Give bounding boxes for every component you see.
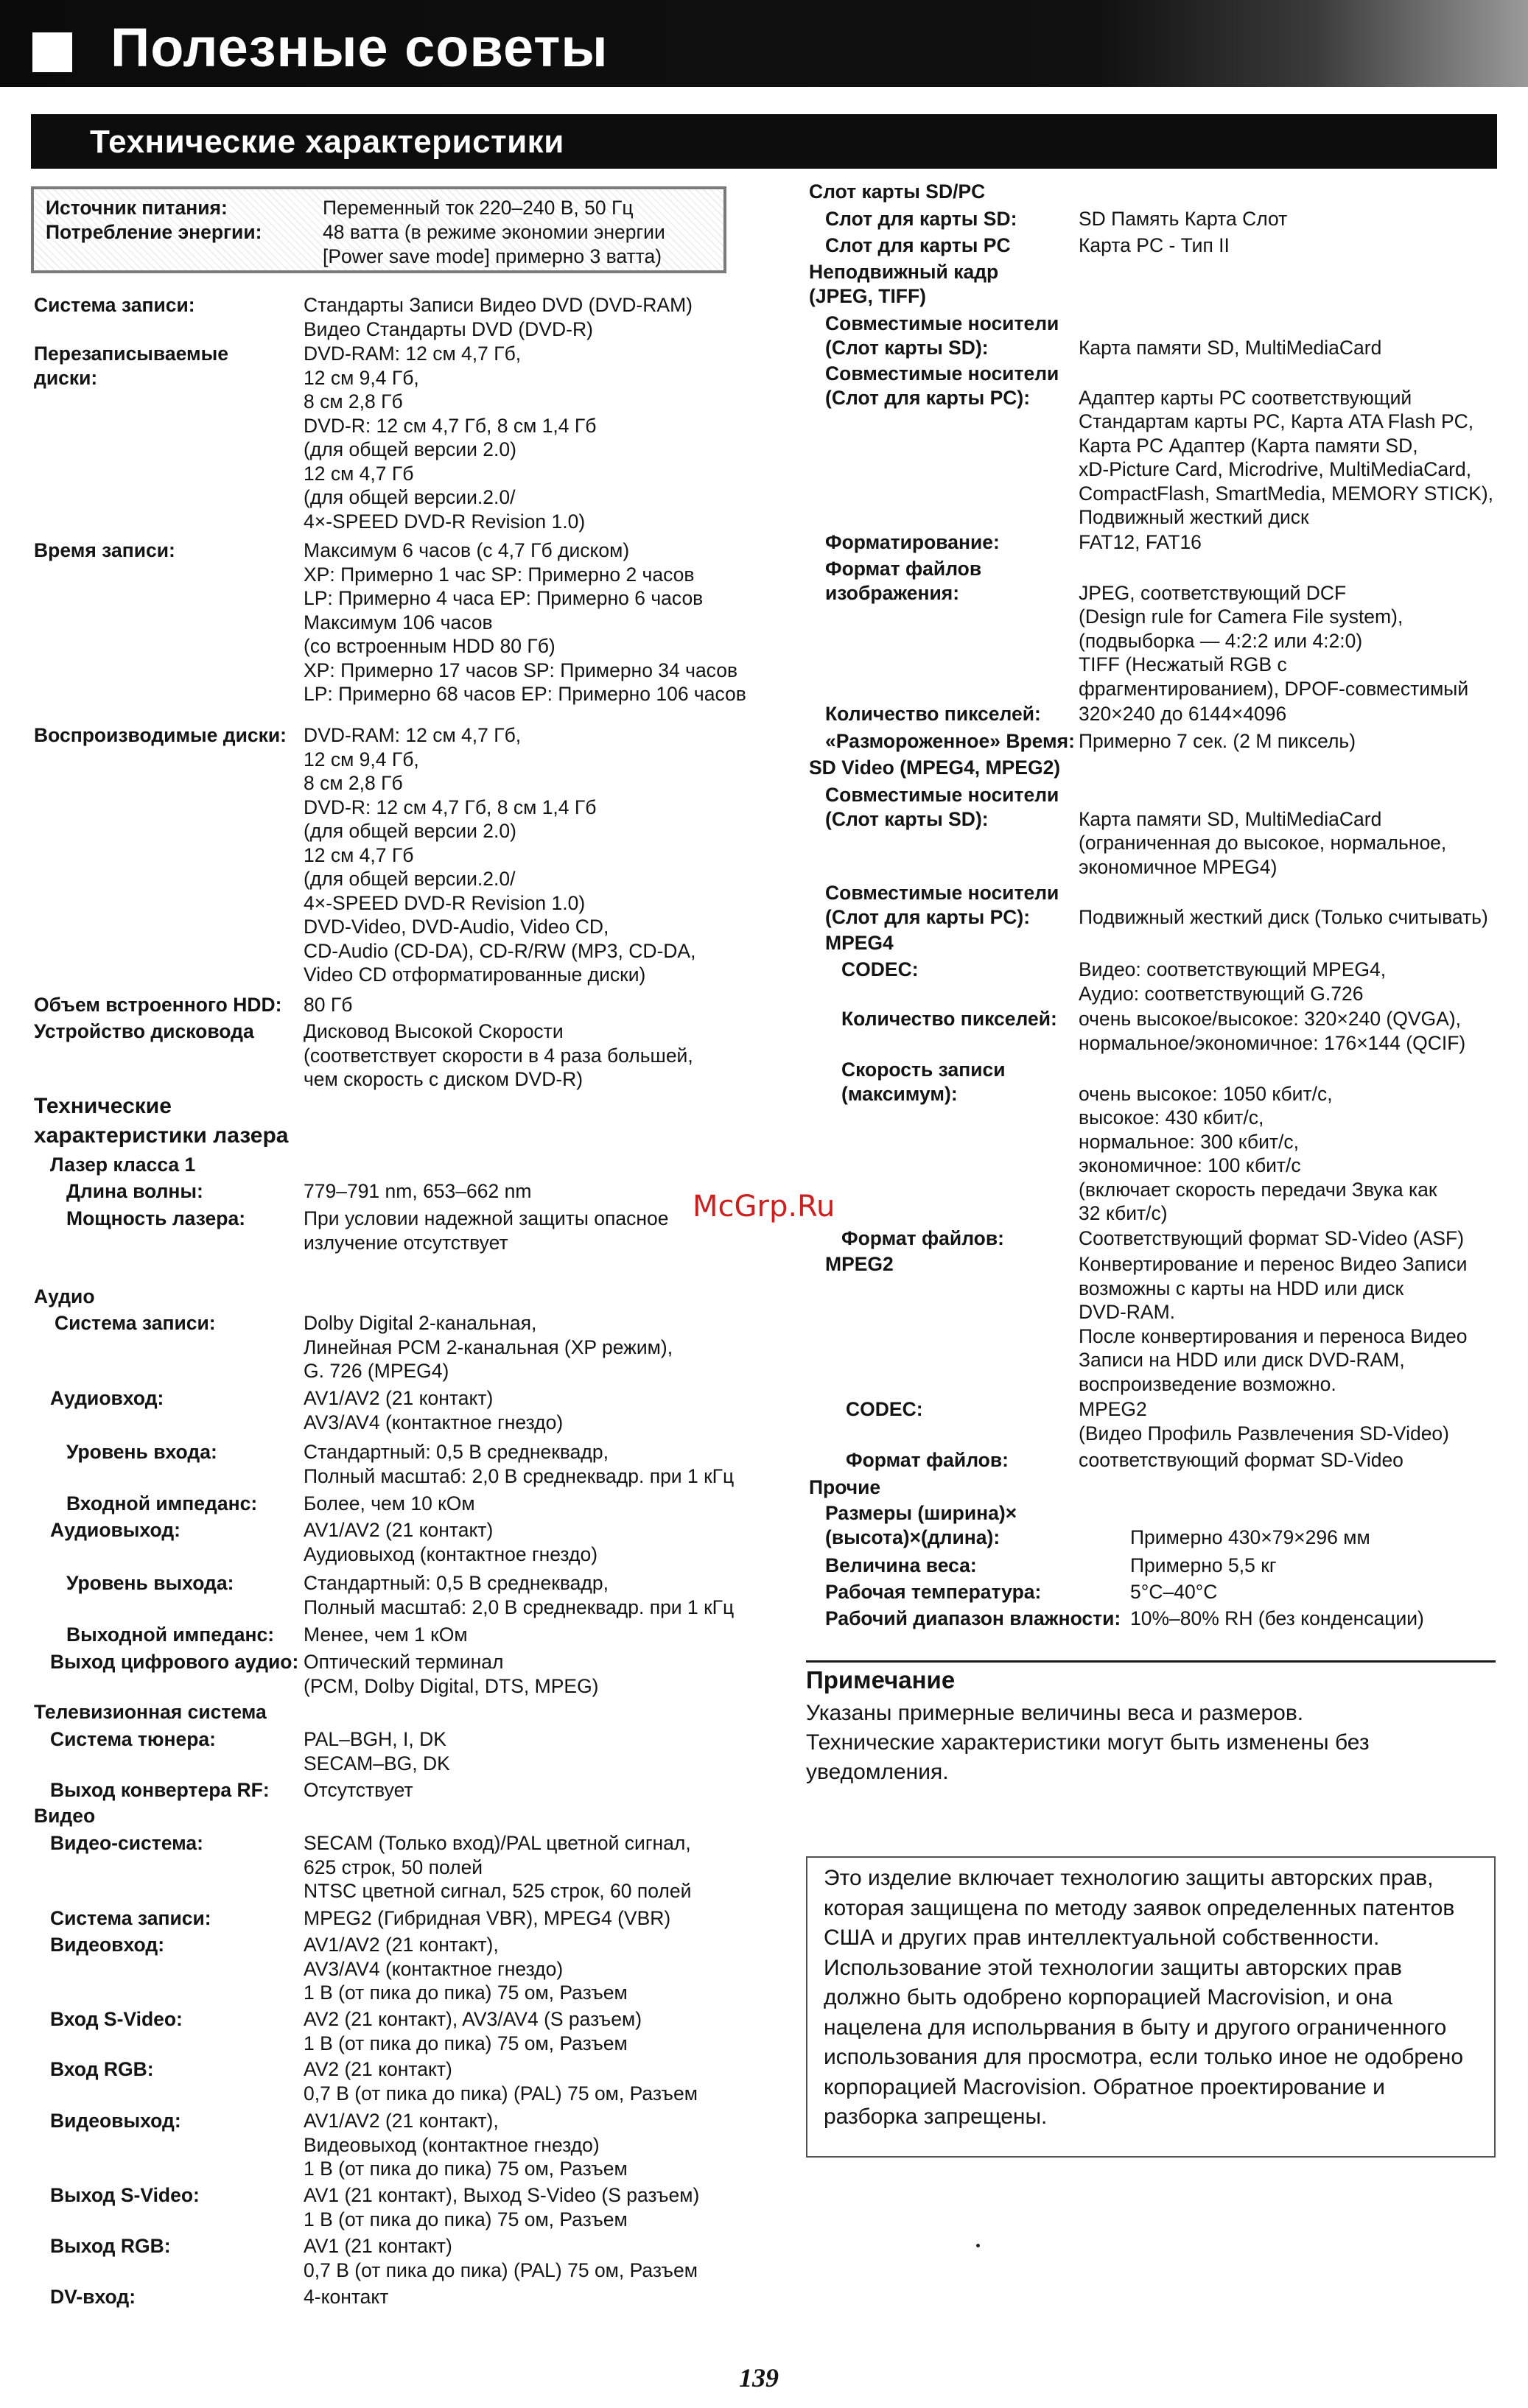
spec-row xyxy=(66,1440,734,1488)
spec-label: Величина веса: xyxy=(825,1554,977,1576)
spec-row xyxy=(50,1906,670,1931)
spec-label: Рабочий диапазон влажности: xyxy=(825,1607,1121,1629)
spec-value: SD Память Карта Слот xyxy=(1079,208,1288,230)
section-title: Технические характеристики xyxy=(90,124,564,160)
spec-label: MPEG2 xyxy=(825,1253,894,1275)
spec-value: AV1 (21 контакт) 0,7 В (от пика до пика) (PAL) 75 ом, Разъем xyxy=(304,2235,698,2281)
spec-value: Карта памяти SD, MultiMediaCard (ограниченная до высокое, нормальное, экономичное MPEG4) xyxy=(1079,807,1447,878)
spec-value: Примерно 7 сек. (2 М пиксель) xyxy=(1079,730,1356,752)
spec-row xyxy=(825,557,1468,701)
spec-label: Система записи: xyxy=(55,1312,216,1334)
spec-value: MPEG2 (Видео Профиль Развлечения SD-Video) xyxy=(1079,1398,1449,1445)
spec-value: соответствующий формат SD-Video xyxy=(1079,1449,1403,1471)
note-title: Примечание xyxy=(806,1666,956,1693)
spec-label: Формат файлов: xyxy=(841,1227,1004,1249)
spec-row xyxy=(50,2109,628,2181)
spec-value: Подвижный жесткий диск (Только считывать) xyxy=(1079,905,1488,928)
spec-value: Стандарты Записи Видео DVD (DVD-RAM) Видео Стандарты DVD (DVD-R) xyxy=(304,294,693,340)
spec-label: Совместимые носители (Слот карты SD): xyxy=(825,784,1059,830)
page-title: Полезные советы xyxy=(111,17,609,78)
spec-value: Dolby Digital 2-канальная, Линейная PCM 2-канальная (XP режим), G. 726 (MPEG4) xyxy=(304,1312,673,1382)
spec-row xyxy=(841,1007,1465,1055)
spec-label: Видеовход: xyxy=(50,1934,165,1956)
spec-value: 80 Гб xyxy=(304,994,353,1016)
spec-row xyxy=(50,2057,698,2105)
spec-row xyxy=(50,2285,388,2309)
spec-label: Количество пикселей: xyxy=(825,703,1041,725)
spec-row xyxy=(846,1448,1403,1472)
spec-value: AV1/AV2 (21 контакт) Аудиовыход (контактное гнездо) xyxy=(304,1519,598,1565)
spec-row xyxy=(34,293,693,341)
spec-value: JPEG, соответствующий DCF (Design rule for Camera File system), (подвыборка — 4:2:2 или 4:2:0) TIFF (Несжатый RGB с фрагментированием), DPOF-совместимый xyxy=(1079,581,1469,700)
spec-value: AV2 (21 контакт) 0,7 В (от пика до пика) (PAL) 75 ом, Разъем xyxy=(304,2058,698,2105)
spec-label: Выход RGB: xyxy=(50,2235,171,2257)
note-text: Указаны примерные величины веса и размеров. Технические характеристики могут быть изменены без уведомления. xyxy=(806,1701,1370,1784)
spec-row xyxy=(46,196,634,220)
spec-row xyxy=(825,234,1230,258)
spec-row xyxy=(50,1650,599,1698)
spec-value: MPEG2 (Гибридная VBR), MPEG4 (VBR) xyxy=(304,1907,671,1929)
note-divider xyxy=(806,1660,1496,1663)
spec-row xyxy=(50,2234,698,2282)
spec-value: 320×240 до 6144×4096 xyxy=(1079,703,1287,725)
spec-row xyxy=(825,362,1493,530)
spec-label: Размеры (ширина)× (высота)×(длина): xyxy=(825,1502,1017,1548)
spec-value: Более, чем 10 кОм xyxy=(304,1492,475,1514)
spec-row xyxy=(55,1311,673,1383)
spec-row xyxy=(841,1226,1464,1251)
spec-row xyxy=(66,1492,475,1516)
spec-value: Оптический терминал (PCM, Dolby Digital, DTS, MPEG) xyxy=(304,1651,599,1697)
spec-label: Количество пикселей: xyxy=(841,1008,1057,1030)
spec-label: Вход S-Video: xyxy=(50,2008,183,2030)
spec-value: Переменный ток 220–240 В, 50 Гц xyxy=(323,197,634,219)
spec-value: AV1 (21 контакт), Выход S-Video (S разъем) 1 В (от пика до пика) 75 ом, Разъем xyxy=(304,2184,700,2230)
spec-value: Конвертирование и перенос Видео Записи возможны с карты на HDD или диск DVD-RAM. После конвертирования и переноса Видео Записи на HDD или диск DVD-RAM, воспроизведение возможно. xyxy=(1079,1253,1468,1395)
spec-label: Выходной импеданс: xyxy=(66,1624,275,1646)
spec-row xyxy=(50,2007,642,2055)
spec-label: Видео-система: xyxy=(50,1832,203,1854)
spec-label: Совместимые носители (Слот карты SD): xyxy=(825,312,1059,359)
spec-label: Источник питания: xyxy=(46,197,228,219)
spec-row xyxy=(50,1727,450,1775)
spec-label: Входной импеданс: xyxy=(66,1492,258,1514)
spec-label: Воспроизводимые диски: xyxy=(34,724,287,746)
spec-row xyxy=(846,1397,1449,1445)
spec-row xyxy=(825,1252,1468,1396)
spec-label: Потребление энергии: xyxy=(46,221,262,243)
spec-value: AV1/AV2 (21 контакт), AV3/AV4 (контактное гнездо) 1 В (от пика до пика) 75 ом, Разъем xyxy=(304,1934,628,2004)
spec-label: Видеовыход: xyxy=(50,2110,181,2132)
section-heading: Видео xyxy=(34,1805,96,1827)
spec-label: Слот для карты PC xyxy=(825,234,1011,256)
spec-label: Вход RGB: xyxy=(50,2058,154,2080)
page-number: 139 xyxy=(739,2363,779,2393)
spec-value: PAL–BGH, I, DK SECAM–BG, DK xyxy=(304,1728,450,1775)
spec-value: Адаптер карты PC соответствующий Стандартам карты PC, Карта ATA Flash PC, Карта PC Адаптер (Карта памяти SD, xD-Picture Card, Microdrive, MultiMediaCard, CompactFlash, SmartMedia, MEMORY STICK), Подвижный жесткий диск xyxy=(1079,386,1494,528)
spec-row xyxy=(50,2183,699,2231)
spec-value: При условии надежной защиты опасное излучение отсутствует xyxy=(304,1207,669,1254)
spec-row xyxy=(825,1501,1370,1549)
spec-value: 5°C–40°C xyxy=(1130,1581,1218,1603)
spec-row xyxy=(66,1623,468,1647)
spec-label: Уровень входа: xyxy=(66,1441,217,1463)
section-header xyxy=(31,114,1497,169)
spec-row xyxy=(825,881,1488,929)
spec-value: Соответствующий формат SD-Video (ASF) xyxy=(1079,1227,1465,1249)
spec-label: «Размороженное» Время: xyxy=(825,730,1075,752)
spec-label: Устройство дисковода xyxy=(34,1020,254,1042)
spec-value: Примерно 5,5 кг xyxy=(1130,1554,1277,1576)
spec-value: очень высокое/высокое: 320×240 (QVGA), нормальное/экономичное: 176×144 (QCIF) xyxy=(1079,1008,1466,1054)
spec-label: Система записи: xyxy=(50,1907,211,1929)
spec-row xyxy=(825,530,1202,555)
spec-value: 4-контакт xyxy=(304,2286,389,2308)
spec-value: Дисковод Высокой Скорости (соответствует скорости в 4 раза большей, чем скорость с диском DVD-R) xyxy=(304,1020,693,1090)
spec-value: 779–791 nm, 653–662 nm xyxy=(304,1180,532,1202)
spec-value: Стандартный: 0,5 В среднеквадр, Полный масштаб: 2,0 В среднеквадр. при 1 кГц xyxy=(304,1441,735,1487)
spec-value: DVD-RAM: 12 см 4,7 Гб, 12 см 9,4 Гб, 8 см 2,8 Гб DVD-R: 12 см 4,7 Гб, 8 см 1,4 Гб (для общей версии 2.0) 12 см 4,7 Гб (для общей версии.2.0/ 4×-SPEED DVD-R Revision 1.0) DVD-Video, DVD-Audio, Video CD, CD-Audio (CD-DA), CD-R/RW (MP3, CD-DA, Video CD отформатированные диски) xyxy=(304,724,696,986)
spec-row xyxy=(841,1058,1437,1226)
stray-dot xyxy=(976,2244,980,2247)
spec-label: Формат файлов изображения: xyxy=(825,558,982,604)
spec-row xyxy=(825,783,1446,879)
spec-row xyxy=(34,993,352,1017)
spec-label: Совместимые носители (Слот для карты PC): xyxy=(825,882,1059,928)
spec-row xyxy=(46,220,665,268)
spec-value: Примерно 430×79×296 мм xyxy=(1130,1526,1370,1548)
spec-row xyxy=(34,342,596,533)
spec-row xyxy=(825,1554,1276,1578)
spec-label: Скорость записи (максимум): xyxy=(841,1059,1006,1105)
spec-label: Система тюнера: xyxy=(50,1728,216,1750)
spec-value: 10%–80% RH (без конденсации) xyxy=(1130,1607,1424,1629)
spec-label: Мощность лазера: xyxy=(66,1207,246,1229)
spec-row xyxy=(50,1831,691,1903)
spec-row xyxy=(66,1207,668,1254)
section-heading: Неподвижный кадр (JPEG, TIFF) xyxy=(809,261,999,307)
spec-value: AV1/AV2 (21 контакт) AV3/AV4 (контактное гнездо) xyxy=(304,1387,564,1433)
spec-value: DVD-RAM: 12 см 4,7 Гб, 12 см 9,4 Гб, 8 см 2,8 Гб DVD-R: 12 см 4,7 Гб, 8 см 1,4 Гб (для общей версии 2.0) 12 см 4,7 Гб (для общей версии.2.0/ 4×-SPEED DVD-R Revision 1.0) xyxy=(304,343,597,533)
spec-label: Уровень выхода: xyxy=(66,1572,234,1594)
spec-row xyxy=(34,538,746,706)
spec-label: Совместимые носители (Слот для карты PC): xyxy=(825,362,1059,409)
spec-row xyxy=(50,1778,413,1803)
spec-label: Время записи: xyxy=(34,539,175,561)
spec-value: Карта памяти SD, MultiMediaCard xyxy=(1079,336,1382,359)
spec-row xyxy=(825,729,1356,754)
spec-row xyxy=(50,1933,628,2005)
spec-value: Видео: соответствующий MPEG4, Аудио: соответствующий G.726 xyxy=(1079,958,1387,1005)
spec-row xyxy=(825,1607,1424,1631)
spec-label: Объем встроенного HDD: xyxy=(34,994,282,1016)
spec-row xyxy=(825,1580,1217,1604)
spec-label: Слот для карты SD: xyxy=(825,208,1017,230)
spec-row xyxy=(34,723,695,987)
section-heading: Прочие xyxy=(809,1476,881,1498)
spec-label: Рабочая температура: xyxy=(825,1581,1042,1603)
spec-row xyxy=(825,207,1287,231)
page-header xyxy=(0,0,1528,87)
spec-value: 48 ватта (в режиме экономии энергии [Power save mode] примерно 3 ватта) xyxy=(323,221,665,267)
copyright-notice: Это изделие включает технологию защиты авторских прав, которая защищена по методу заявок определенных патентов США и других прав интеллектуальной собственности. Использование этой технологии защиты авторских прав должно быть одобрено корпорацией Macrovision, и она нацелена для испольрвания в быту и другого ограниченного использования для просмотра, если только иное не одобрено корпорацией Macrovision. Обратное проектирование и разборка запрещены. xyxy=(806,1856,1496,2158)
spec-label: Выход цифрового аудио: xyxy=(50,1651,299,1673)
header-square-icon xyxy=(32,32,72,72)
spec-value: Максимум 6 часов (с 4,7 Гб диском) XP: Примерно 1 час SP: Примерно 2 часов LP: Примерно 4 часа EP: Примерно 6 часов Максимум 106 часов (со встроенным HDD 80 Гб) XP: Примерно 17 часов SP: Примерно 34 часов LP: Примерно 68 часов EP: Примерно 106 часов xyxy=(304,539,746,705)
spec-row xyxy=(825,702,1286,726)
section-heading: Слот карты SD/PC xyxy=(809,180,986,203)
spec-label: DV-вход: xyxy=(50,2286,136,2308)
spec-label: CODEC: xyxy=(841,958,919,980)
section-heading: Технические характеристики лазера xyxy=(34,1094,289,1148)
spec-label: Аудиовыход: xyxy=(50,1519,181,1541)
spec-label: Система записи: xyxy=(34,294,195,316)
spec-label: Выход S-Video: xyxy=(50,2184,200,2206)
spec-label: Перезаписываемые диски: xyxy=(34,343,228,389)
spec-label: Длина волны: xyxy=(66,1180,203,1202)
spec-value: AV1/AV2 (21 контакт), Видеовыход (контактное гнездо) 1 В (от пика до пика) 75 ом, Разъем xyxy=(304,2110,628,2180)
spec-row xyxy=(50,1518,597,1566)
section-heading: MPEG4 xyxy=(825,932,894,954)
spec-value: Стандартный: 0,5 В среднеквадр, Полный масштаб: 2,0 В среднеквадр. при 1 кГц xyxy=(304,1572,735,1618)
spec-label: Выход конвертера RF: xyxy=(50,1779,270,1801)
watermark: McGrp.Ru xyxy=(693,1190,835,1224)
spec-value: Карта PC - Тип II xyxy=(1079,234,1230,256)
spec-row xyxy=(66,1571,734,1619)
spec-label: CODEC: xyxy=(846,1398,923,1420)
spec-value: очень высокое: 1050 кбит/с, высокое: 430 кбит/с, нормальное: 300 кбит/с, экономичное: 100 кбит/с (включает скорость передачи Звука как 32 кбит/с) xyxy=(1079,1082,1437,1224)
section-heading: Аудио xyxy=(34,1285,95,1307)
spec-value: AV2 (21 контакт), AV3/AV4 (S разъем) 1 В (от пика до пика) 75 ом, Разъем xyxy=(304,2008,642,2054)
spec-row xyxy=(66,1179,531,1204)
spec-value: SECAM (Только вход)/PAL цветной сигнал, 625 строк, 50 полей NTSC цветной сигнал, 525 строк, 60 полей xyxy=(304,1832,692,1902)
spec-label: Форматирование: xyxy=(825,531,1000,553)
spec-value: FAT12, FAT16 xyxy=(1079,531,1202,553)
spec-value: Отсутствует xyxy=(304,1779,413,1801)
spec-row xyxy=(34,1019,693,1092)
section-heading: Телевизионная система xyxy=(34,1701,267,1723)
spec-label: Аудиовход: xyxy=(50,1387,164,1409)
section-heading: Лазер класса 1 xyxy=(50,1154,196,1176)
spec-row xyxy=(825,312,1381,359)
section-heading: SD Video (MPEG4, MPEG2) xyxy=(809,757,1061,779)
spec-value: Менее, чем 1 кОм xyxy=(304,1624,468,1646)
spec-label: Формат файлов: xyxy=(846,1449,1009,1471)
spec-row xyxy=(841,958,1386,1005)
spec-row xyxy=(50,1386,563,1434)
